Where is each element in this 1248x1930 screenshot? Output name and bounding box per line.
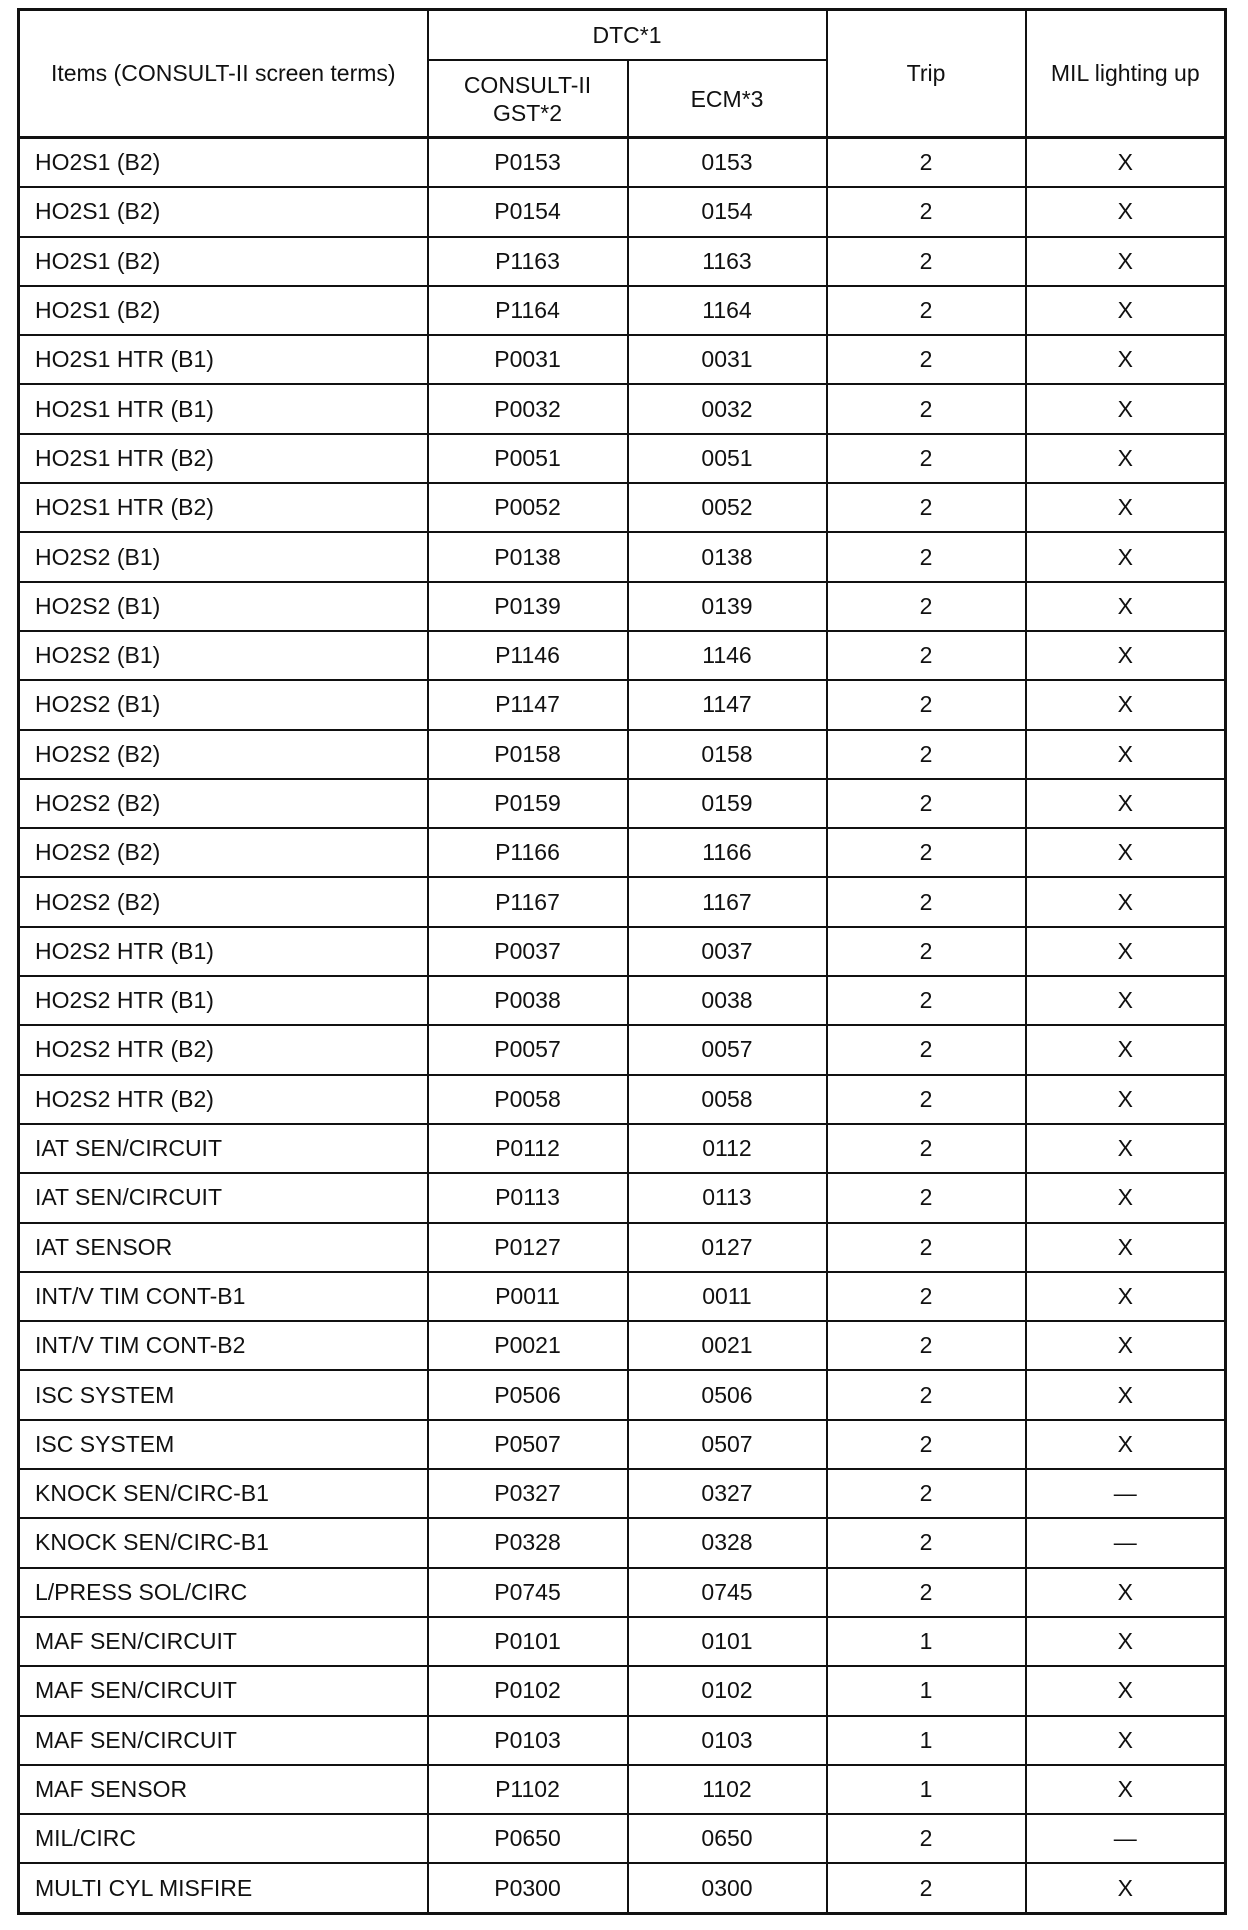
trip-cell: 2: [827, 1863, 1026, 1913]
ecm-cell: 0650: [628, 1814, 827, 1863]
trip-cell: 2: [827, 1469, 1026, 1518]
mil-cell: X: [1026, 1025, 1226, 1074]
table-row: [19, 927, 1226, 976]
ecm-header: ECM*3: [628, 60, 827, 138]
mil-cell: X: [1026, 237, 1226, 286]
table-row: [19, 1469, 1226, 1518]
ecm-cell: 0506: [628, 1370, 827, 1419]
table-row: [19, 138, 1226, 188]
table-row: [19, 877, 1226, 926]
ecm-cell: 0058: [628, 1075, 827, 1124]
consult-gst-cell: P0158: [428, 730, 628, 779]
item-cell: KNOCK SEN/CIRC-B1: [19, 1469, 428, 1518]
ecm-cell: 0159: [628, 779, 827, 828]
consult-gst-cell: P1102: [428, 1765, 628, 1814]
trip-cell: 2: [827, 976, 1026, 1025]
trip-cell: 2: [827, 680, 1026, 729]
item-cell: MAF SEN/CIRCUIT: [19, 1617, 428, 1666]
mil-cell: —: [1026, 1518, 1226, 1567]
table-row: [19, 1420, 1226, 1469]
table-row: [19, 1863, 1226, 1913]
ecm-cell: 0138: [628, 532, 827, 581]
item-cell: HO2S1 (B2): [19, 237, 428, 286]
consult-gst-cell: P0057: [428, 1025, 628, 1074]
mil-cell: X: [1026, 1568, 1226, 1617]
mil-cell: X: [1026, 1716, 1226, 1765]
trip-cell: 2: [827, 927, 1026, 976]
ecm-cell: 0745: [628, 1568, 827, 1617]
table-row: [19, 680, 1226, 729]
consult-gst-cell: P0101: [428, 1617, 628, 1666]
mil-cell: X: [1026, 286, 1226, 335]
ecm-cell: 1164: [628, 286, 827, 335]
items-header: Items (CONSULT-II screen terms): [19, 10, 428, 138]
ecm-cell: 0102: [628, 1666, 827, 1715]
table-row: [19, 1568, 1226, 1617]
mil-cell: X: [1026, 779, 1226, 828]
table-row: [19, 779, 1226, 828]
mil-cell: X: [1026, 335, 1226, 384]
ecm-cell: 0158: [628, 730, 827, 779]
ecm-cell: 0328: [628, 1518, 827, 1567]
item-cell: HO2S2 (B2): [19, 779, 428, 828]
trip-cell: 2: [827, 730, 1026, 779]
mil-cell: X: [1026, 187, 1226, 236]
table-row: [19, 434, 1226, 483]
trip-cell: 2: [827, 532, 1026, 581]
table-row: [19, 187, 1226, 236]
consult-gst-cell: P0011: [428, 1272, 628, 1321]
trip-cell: 2: [827, 1370, 1026, 1419]
table-row: [19, 1075, 1226, 1124]
ecm-cell: 0051: [628, 434, 827, 483]
mil-cell: X: [1026, 730, 1226, 779]
consult-gst-cell: P1164: [428, 286, 628, 335]
ecm-cell: 0507: [628, 1420, 827, 1469]
consult-gst-cell: P0058: [428, 1075, 628, 1124]
consult-gst-cell: P0021: [428, 1321, 628, 1370]
trip-cell: 2: [827, 631, 1026, 680]
ecm-cell: 0300: [628, 1863, 827, 1913]
dtc-header: DTC*1: [428, 10, 827, 61]
mil-cell: X: [1026, 1666, 1226, 1715]
item-cell: MAF SEN/CIRCUIT: [19, 1666, 428, 1715]
ecm-cell: 0112: [628, 1124, 827, 1173]
table-row: [19, 976, 1226, 1025]
item-cell: HO2S2 (B2): [19, 828, 428, 877]
table-row: [19, 1173, 1226, 1222]
consult-gst-cell: P0153: [428, 138, 628, 188]
item-cell: HO2S1 HTR (B2): [19, 483, 428, 532]
gst-header-line2: GST*2: [492, 99, 563, 126]
trip-header: Trip: [827, 10, 1026, 138]
trip-cell: 1: [827, 1617, 1026, 1666]
table-header: [19, 10, 1226, 138]
consult-gst-cell: P1163: [428, 237, 628, 286]
ecm-cell: 0052: [628, 483, 827, 532]
trip-cell: 2: [827, 1814, 1026, 1863]
trip-cell: 2: [827, 237, 1026, 286]
ecm-cell: 0327: [628, 1469, 827, 1518]
table-row: [19, 286, 1226, 335]
item-cell: MIL/CIRC: [19, 1814, 428, 1863]
ecm-cell: 0032: [628, 384, 827, 433]
consult-gst-cell: P0507: [428, 1420, 628, 1469]
trip-cell: 1: [827, 1666, 1026, 1715]
mil-cell: X: [1026, 1765, 1226, 1814]
item-cell: HO2S1 (B2): [19, 286, 428, 335]
trip-cell: 2: [827, 1420, 1026, 1469]
consult-gst-cell: P0327: [428, 1469, 628, 1518]
consult-gst-cell: P0112: [428, 1124, 628, 1173]
ecm-cell: 0101: [628, 1617, 827, 1666]
mil-cell: X: [1026, 877, 1226, 926]
trip-cell: 2: [827, 384, 1026, 433]
consult-gst-cell: P0051: [428, 434, 628, 483]
consult-gst-cell: P0037: [428, 927, 628, 976]
mil-cell: X: [1026, 483, 1226, 532]
item-cell: HO2S1 (B2): [19, 187, 428, 236]
item-cell: HO2S2 HTR (B1): [19, 927, 428, 976]
trip-cell: 1: [827, 1765, 1026, 1814]
mil-header: MIL lighting up: [1026, 10, 1226, 138]
table-row: [19, 1124, 1226, 1173]
mil-cell: X: [1026, 1272, 1226, 1321]
consult-gst-cell: P0138: [428, 532, 628, 581]
trip-cell: 2: [827, 286, 1026, 335]
trip-cell: 2: [827, 335, 1026, 384]
mil-cell: X: [1026, 1075, 1226, 1124]
consult-gst-cell: P0300: [428, 1863, 628, 1913]
table-row: [19, 335, 1226, 384]
ecm-cell: 0031: [628, 335, 827, 384]
mil-cell: X: [1026, 1420, 1226, 1469]
table-row: [19, 1025, 1226, 1074]
trip-cell: 2: [827, 187, 1026, 236]
ecm-cell: 0037: [628, 927, 827, 976]
consult-gst-cell: P0745: [428, 1568, 628, 1617]
table-row: [19, 582, 1226, 631]
item-cell: HO2S2 (B1): [19, 631, 428, 680]
ecm-cell: 0021: [628, 1321, 827, 1370]
item-cell: IAT SEN/CIRCUIT: [19, 1173, 428, 1222]
item-cell: HO2S2 HTR (B2): [19, 1025, 428, 1074]
mil-cell: X: [1026, 1124, 1226, 1173]
ecm-cell: 1166: [628, 828, 827, 877]
mil-cell: X: [1026, 1370, 1226, 1419]
trip-cell: 2: [827, 483, 1026, 532]
trip-cell: 2: [827, 1075, 1026, 1124]
trip-cell: 2: [827, 1568, 1026, 1617]
item-cell: L/PRESS SOL/CIRC: [19, 1568, 428, 1617]
consult-gst-cell: P0650: [428, 1814, 628, 1863]
table-row: [19, 1518, 1226, 1567]
item-cell: HO2S2 (B1): [19, 582, 428, 631]
table-row: [19, 237, 1226, 286]
table-row: [19, 1272, 1226, 1321]
ecm-cell: 0127: [628, 1223, 827, 1272]
dtc-table: [17, 8, 1227, 1915]
consult-gst-cell: P0328: [428, 1518, 628, 1567]
table-row: [19, 1223, 1226, 1272]
consult-gst-cell: P0031: [428, 335, 628, 384]
trip-cell: 2: [827, 1173, 1026, 1222]
consult-gst-header: [428, 60, 628, 138]
ecm-cell: 0113: [628, 1173, 827, 1222]
item-cell: HO2S2 (B2): [19, 730, 428, 779]
item-cell: ISC SYSTEM: [19, 1370, 428, 1419]
consult-gst-cell: P0032: [428, 384, 628, 433]
item-cell: HO2S1 HTR (B1): [19, 335, 428, 384]
trip-cell: 2: [827, 1025, 1026, 1074]
consult-header-line1: CONSULT-II: [463, 71, 592, 98]
table-row: [19, 631, 1226, 680]
ecm-cell: 0011: [628, 1272, 827, 1321]
table-row: [19, 828, 1226, 877]
consult-gst-cell: P1166: [428, 828, 628, 877]
mil-cell: X: [1026, 927, 1226, 976]
ecm-cell: 0038: [628, 976, 827, 1025]
ecm-cell: 0103: [628, 1716, 827, 1765]
item-cell: HO2S2 HTR (B2): [19, 1075, 428, 1124]
trip-cell: 2: [827, 1124, 1026, 1173]
table-row: [19, 730, 1226, 779]
mil-cell: X: [1026, 976, 1226, 1025]
trip-cell: 2: [827, 1518, 1026, 1567]
mil-cell: —: [1026, 1469, 1226, 1518]
item-cell: IAT SEN/CIRCUIT: [19, 1124, 428, 1173]
item-cell: INT/V TIM CONT-B1: [19, 1272, 428, 1321]
consult-gst-cell: P0102: [428, 1666, 628, 1715]
ecm-cell: 1147: [628, 680, 827, 729]
consult-gst-cell: P0113: [428, 1173, 628, 1222]
table-row: [19, 532, 1226, 581]
item-cell: ISC SYSTEM: [19, 1420, 428, 1469]
mil-cell: X: [1026, 532, 1226, 581]
consult-gst-cell: P0038: [428, 976, 628, 1025]
mil-cell: X: [1026, 1863, 1226, 1913]
table-row: [19, 1321, 1226, 1370]
table-row: [19, 384, 1226, 433]
consult-gst-cell: P0127: [428, 1223, 628, 1272]
consult-gst-cell: P1147: [428, 680, 628, 729]
item-cell: HO2S2 (B2): [19, 877, 428, 926]
mil-cell: —: [1026, 1814, 1226, 1863]
trip-cell: 2: [827, 582, 1026, 631]
trip-cell: 2: [827, 779, 1026, 828]
trip-cell: 2: [827, 138, 1026, 188]
table-row: [19, 1716, 1226, 1765]
item-cell: KNOCK SEN/CIRC-B1: [19, 1518, 428, 1567]
ecm-cell: 1102: [628, 1765, 827, 1814]
mil-cell: X: [1026, 434, 1226, 483]
item-cell: HO2S2 (B1): [19, 532, 428, 581]
mil-cell: X: [1026, 582, 1226, 631]
ecm-cell: 0139: [628, 582, 827, 631]
item-cell: MAF SENSOR: [19, 1765, 428, 1814]
ecm-cell: 0154: [628, 187, 827, 236]
consult-gst-cell: P0506: [428, 1370, 628, 1419]
ecm-cell: 1146: [628, 631, 827, 680]
item-cell: MAF SEN/CIRCUIT: [19, 1716, 428, 1765]
ecm-cell: 1163: [628, 237, 827, 286]
item-cell: HO2S1 HTR (B2): [19, 434, 428, 483]
item-cell: IAT SENSOR: [19, 1223, 428, 1272]
mil-cell: X: [1026, 1617, 1226, 1666]
consult-gst-cell: P0154: [428, 187, 628, 236]
ecm-cell: 0153: [628, 138, 827, 188]
consult-gst-cell: P0103: [428, 1716, 628, 1765]
item-cell: INT/V TIM CONT-B2: [19, 1321, 428, 1370]
mil-cell: X: [1026, 384, 1226, 433]
trip-cell: 2: [827, 877, 1026, 926]
table-row: [19, 1814, 1226, 1863]
consult-gst-cell: P0139: [428, 582, 628, 631]
table-row: [19, 483, 1226, 532]
item-cell: HO2S2 HTR (B1): [19, 976, 428, 1025]
trip-cell: 2: [827, 1223, 1026, 1272]
trip-cell: 1: [827, 1716, 1026, 1765]
table-row: [19, 1370, 1226, 1419]
consult-gst-cell: P0052: [428, 483, 628, 532]
mil-cell: X: [1026, 631, 1226, 680]
item-cell: MULTI CYL MISFIRE: [19, 1863, 428, 1913]
trip-cell: 2: [827, 828, 1026, 877]
item-cell: HO2S1 HTR (B1): [19, 384, 428, 433]
item-cell: HO2S2 (B1): [19, 680, 428, 729]
trip-cell: 2: [827, 1321, 1026, 1370]
consult-gst-cell: P1167: [428, 877, 628, 926]
mil-cell: X: [1026, 680, 1226, 729]
table-row: [19, 1666, 1226, 1715]
mil-cell: X: [1026, 1321, 1226, 1370]
item-cell: HO2S1 (B2): [19, 138, 428, 188]
table-row: [19, 1617, 1226, 1666]
mil-cell: X: [1026, 1223, 1226, 1272]
table-body: [19, 138, 1226, 1914]
mil-cell: X: [1026, 828, 1226, 877]
trip-cell: 2: [827, 1272, 1026, 1321]
table-row: [19, 1765, 1226, 1814]
ecm-cell: 0057: [628, 1025, 827, 1074]
consult-gst-cell: P1146: [428, 631, 628, 680]
mil-cell: X: [1026, 138, 1226, 188]
consult-gst-cell: P0159: [428, 779, 628, 828]
trip-cell: 2: [827, 434, 1026, 483]
ecm-cell: 1167: [628, 877, 827, 926]
mil-cell: X: [1026, 1173, 1226, 1222]
